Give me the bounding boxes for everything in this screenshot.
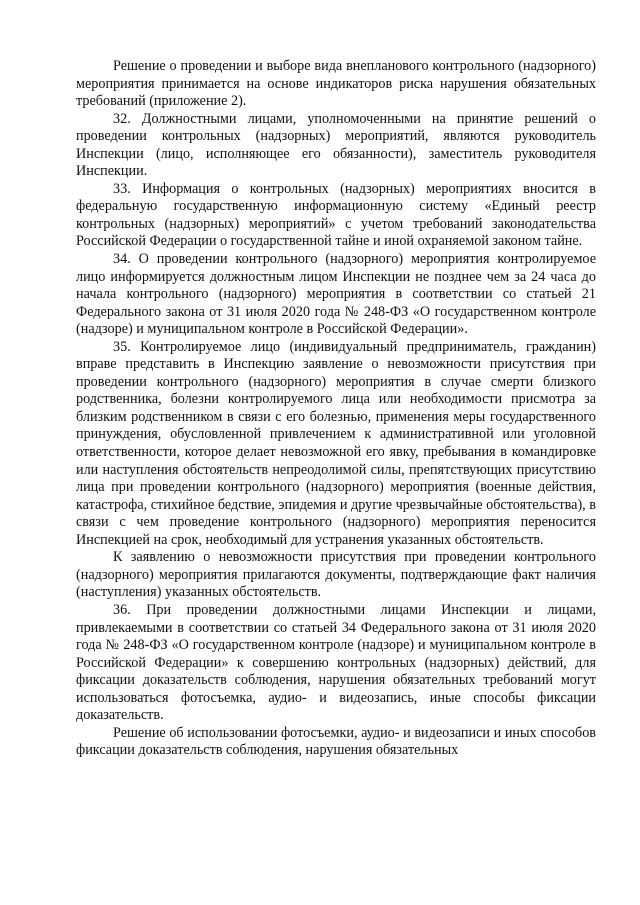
- paragraph-36-evidence-recording: 36. При проведении должностными лицами Инспекции и лицами, привлекаемыми в соответствии со статьей 34 Федерального закона от 31 июля 2020 года № 248-ФЗ «О государственном контроле (надзоре) и муниципальном контроле в Российской Федерации» к совершению контрольных (надзорных) действий, для фиксации доказательств соблюдения, нарушения обязательных требований могут использоваться фотосъемка, аудио- и видеозапись, иные способы фиксации доказательств.: [76, 601, 596, 724]
- paragraph-33-registry-information: 33. Информация о контрольных (надзорных) мероприятиях вносится в федеральную государственную информационную систему «Единый реестр контрольных (надзорных) мероприятий» с учетом требований законодательства Российской Федерации о государственной тайне и иной охраняемой законом тайне.: [76, 180, 596, 250]
- document-page: [76, 58, 596, 760]
- paragraph-32-authorized-officials: 32. Должностными лицами, уполномоченными на принятие решений о проведении контрольных (надзорных) мероприятий, являются руководитель Инспекции (лицо, исполняющее его обязанности), заместитель руководителя Инспекции.: [76, 110, 596, 180]
- paragraph-attached-documents: К заявлению о невозможности присутствия при проведении контрольного (надзорного) мероприятия прилагаются документы, подтверждающие факт наличия (наступления) указанных обстоятельств.: [76, 549, 596, 601]
- paragraph-34-notification: 34. О проведении контрольного (надзорного) мероприятия контролируемое лицо информируется должностным лицом Инспекции не позднее чем за 24 часа до начала контрольного (надзорного) мероприятия в соответствии со статьей 21 Федерального закона от 31 июля 2020 года № 248-ФЗ «О государственном контроле (надзоре) и муниципальном контроле в Российской Федерации».: [76, 251, 596, 338]
- paragraph-risk-indicators: Решение о проведении и выборе вида внепланового контрольного (надзорного) мероприятия принимается на основе индикаторов риска нарушения обязательных требований (приложение 2).: [76, 58, 596, 110]
- paragraph-recording-decision: Решение об использовании фотосъемки, аудио- и видеозаписи и иных способов фиксации доказательств соблюдения, нарушения обязательных: [76, 724, 596, 759]
- paragraph-35-absence-statement: 35. Контролируемое лицо (индивидуальный предприниматель, гражданин) вправе представить в Инспекцию заявление о невозможности присутствия при проведении контрольного (надзорного) мероприятия в случае смерти близкого родственника, болезни контролируемого лица или необходимости присмотра за близким родственником в связи с его болезнью, применения меры государственного принуждения, обусловленной привлечением к административной или уголовной ответственности, которое делает невозможной его явку, пребывания в командировке или наступления обстоятельств непреодолимой силы, препятствующих присутствию лица при проведении контрольного (надзорного) мероприятия (военные действия, катастрофа, стихийное бедствие, эпидемия и другие чрезвычайные обстоятельства), в связи с чем проведение контрольного (надзорного) мероприятия переносится Инспекцией на срок, необходимый для устранения указанных обстоятельств.: [76, 338, 596, 548]
